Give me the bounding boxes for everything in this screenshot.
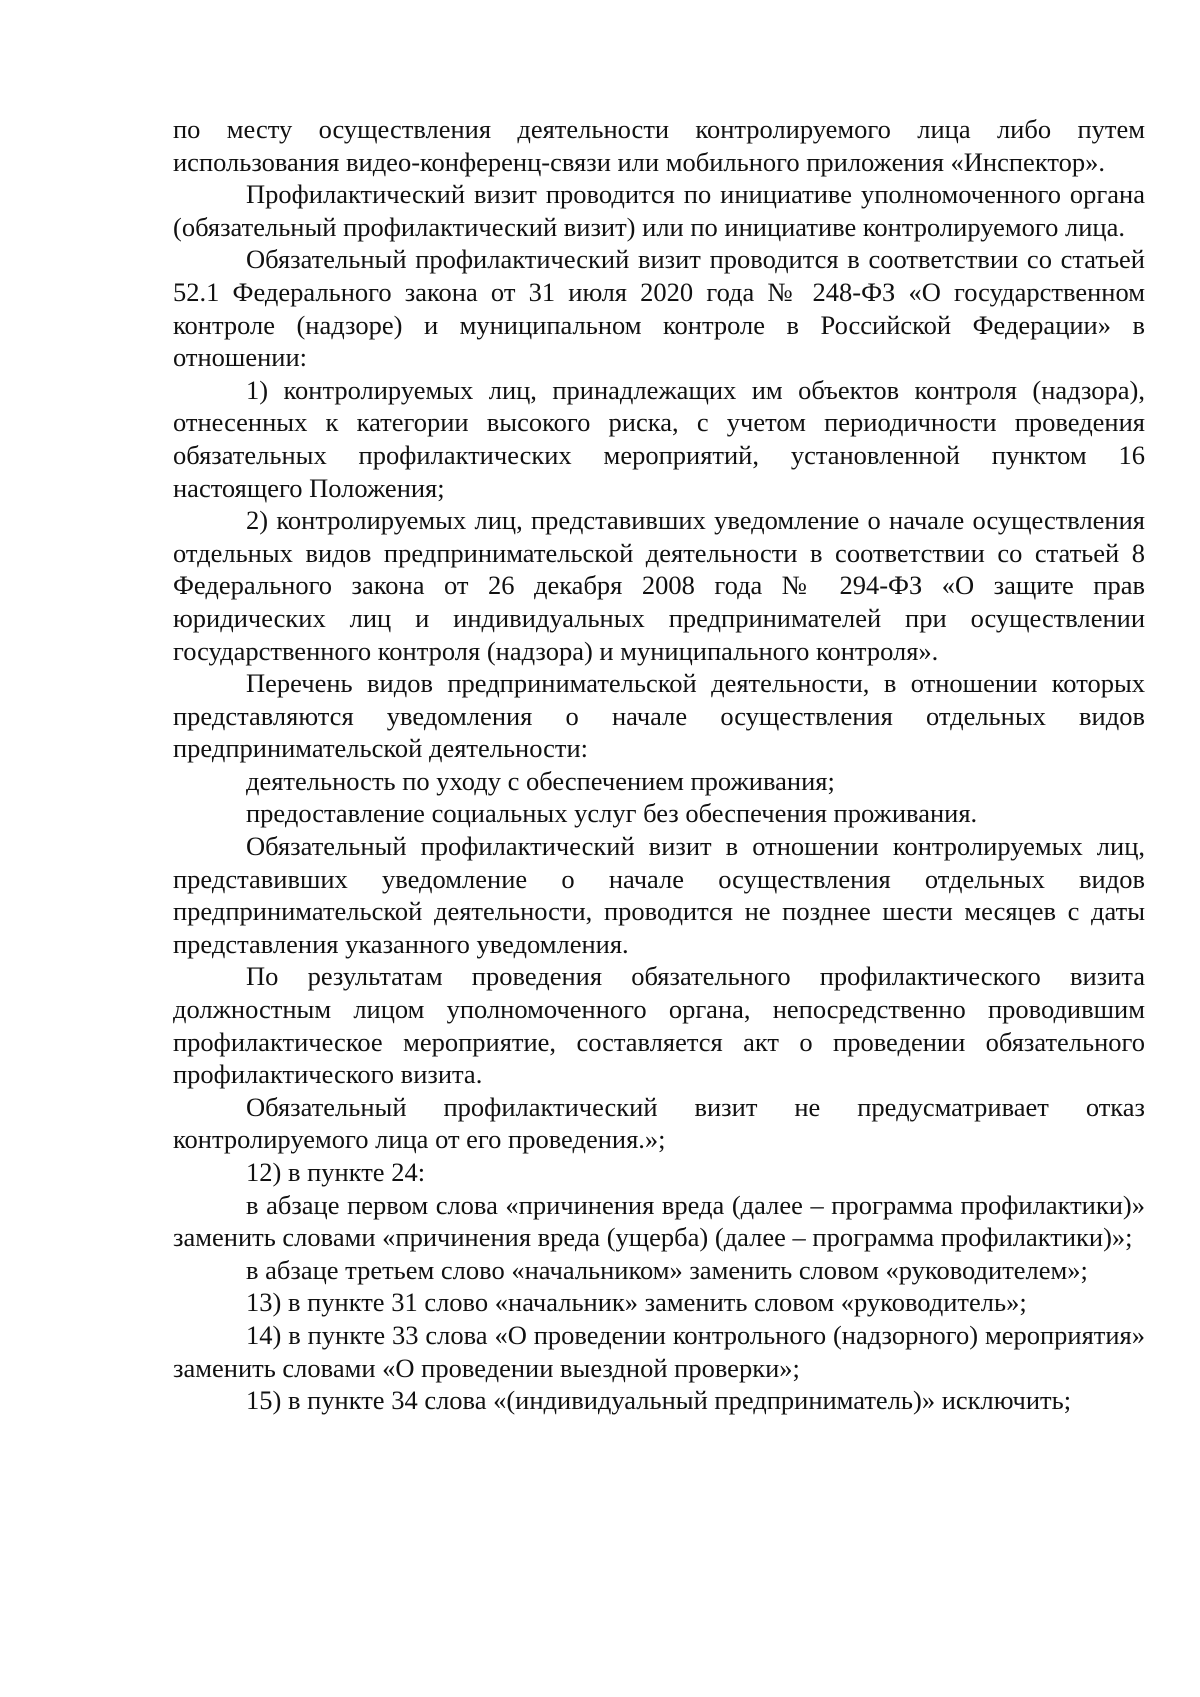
- amendment-item-15: 15) в пункте 34 слова «(индивидуальный предприниматель)» исключить;: [246, 1385, 1072, 1416]
- amendment-item-13: 13) в пункте 31 слово «начальник» заменить словом «руководитель»;: [246, 1287, 1027, 1318]
- activity-item-care: деятельность по уходу с обеспечением проживания;: [246, 765, 835, 796]
- paragraph-visit-act: По результатам проведения обязательного профилактического визита должностным лицом уполномоченного органа, непосредственно проводившим профилактическое мероприятие, составляется акт о проведении обязательного профилактического визита.: [173, 961, 1145, 1090]
- list-item-2: 2) контролируемых лиц, представивших уведомление о начале осуществления отдельных видов предпринимательской деятельности в соответствии со статьей 8 Федерального закона от 26 декабря 2008 года № 294-ФЗ «О защите прав юридических лиц и индивидуальных предпринимателей при осуществлении государственного контроля (надзора) и муниципального контроля».: [173, 505, 1145, 666]
- paragraph-visit-deadline: Обязательный профилактический визит в отношении контролируемых лиц, представивших уведомление о начале осуществления отдельных видов предпринимательской деятельности, проводится не позднее шести месяцев с даты представления указанного уведомления.: [173, 831, 1145, 959]
- paragraph-mandatory-visit: Обязательный профилактический визит проводится в соответствии со статьей 52.1 Федерального закона от 31 июля 2020 года № 248-ФЗ «О государственном контроле (надзоре) и муниципальном контроле в Российской Федерации» в отношении:: [173, 244, 1145, 373]
- amendment-item-14: 14) в пункте 33 слова «О проведении контрольного (надзорного) мероприятия» заменить словами «О проведении выездной проверки»;: [173, 1319, 1145, 1383]
- amendment-item-12: 12) в пункте 24:: [246, 1157, 426, 1187]
- paragraph-visit-location: по месту осуществления деятельности контролируемого лица либо путем использования видео-конференц-связи или мобильного приложения «Инспектор».: [173, 114, 1145, 177]
- paragraph-visit-initiative: Профилактический визит проводится по инициативе уполномоченного органа (обязательный профилактический визит) или по инициативе контролируемого лица.: [173, 179, 1145, 242]
- amendment-12-first-paragraph: в абзаце первом слова «причинения вреда (далее – программа профилактики)» заменить словами «причинения вреда (ущерба) (далее – программа профилактики)»;: [173, 1189, 1145, 1253]
- paragraph-no-refusal: Обязательный профилактический визит не предусматривает отказ контролируемого лица от его проведения.»;: [173, 1091, 1145, 1155]
- document-page: [173, 113, 1145, 1417]
- list-item-1: 1) контролируемых лиц, принадлежащих им объектов контроля (надзора), отнесенных к категории высокого риска, с учетом периодичности проведения обязательных профилактических мероприятий, установленной пунктом 16 настоящего Положения;: [173, 374, 1145, 503]
- paragraph-activity-list-intro: Перечень видов предпринимательской деятельности, в отношении которых представляются уведомления о начале осуществления отдельных видов предпринимательской деятельности:: [173, 668, 1145, 764]
- activity-item-social-services: предоставление социальных услуг без обеспечения проживания.: [246, 798, 978, 829]
- amendment-12-third-paragraph: в абзаце третьем слово «начальником» заменить словом «руководителем»;: [246, 1254, 1088, 1285]
